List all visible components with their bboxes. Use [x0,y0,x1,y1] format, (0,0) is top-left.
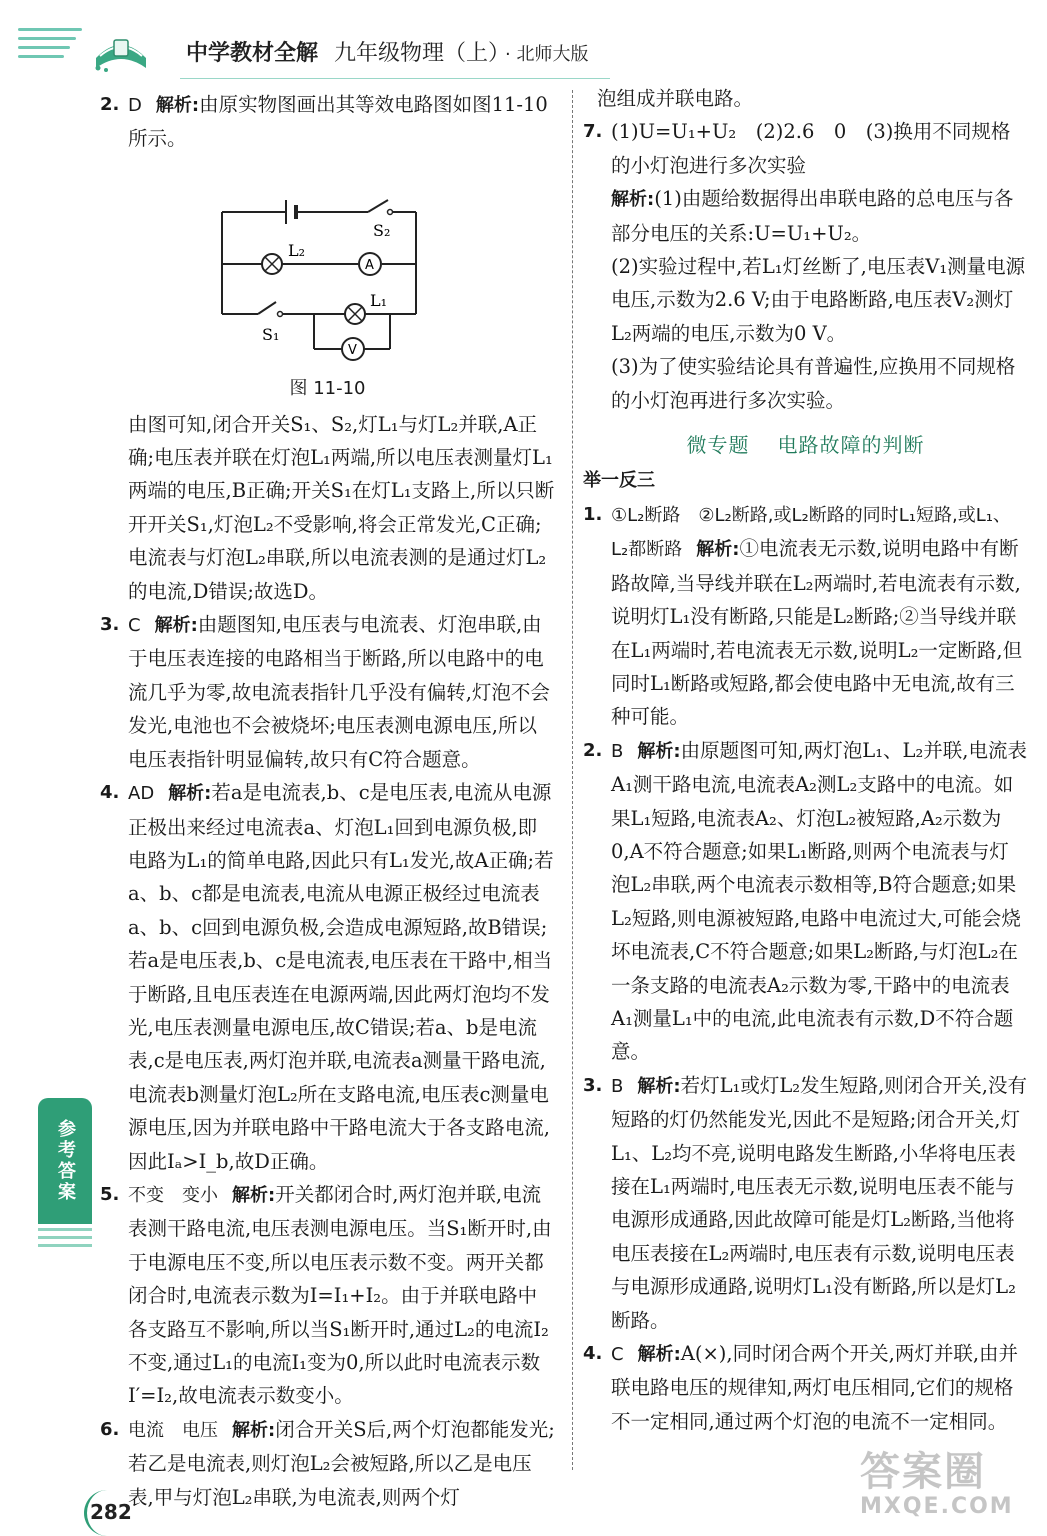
item-body: 闭合开关S后,两个灯泡都能发光;若乙是电流表,则灯泡L₂会被短路,所以乙是电压表,甲与灯泡L₂串联,为电流表,则两个灯 [128,1417,555,1509]
answer-item-6 [100,1413,555,1514]
answer-item-3 [100,608,555,776]
analysis-part-2: (2)实验过程中,若L₁灯丝断了,电压表V₁测量电源电压,示数为2.6 V;由于电路断路,电压表V₂测灯L₂两端的电压,示数为0 V。 [611,255,1026,345]
left-column [100,88,555,1514]
item-body: 开关都闭合时,两灯泡并联,电流表测干路电流,电压表测电源电压。当S₁断开时,由于电源电压不变,所以电压表示数不变。两开关都闭合时,电流表示数为I=I₁+I₂。由于并联电路中各支路互不影响,所以当S₁断开时,通过L₂的电流I₂不变,通过L₁的电流I₁变为0,所以此时电流表示数I′=I₂,故电流表示数变小。 [128,1182,552,1408]
watermark-url: MXQE.COM [860,1494,1014,1519]
header-decoration [18,28,82,64]
analysis-label: 解析: [155,95,200,116]
ammeter-icon [359,253,381,275]
subheading: 举一反三 [583,470,655,492]
section-name: 电路故障的判断 [777,433,925,458]
practice-item-3 [583,1069,1028,1337]
voltmeter-icon [342,338,364,360]
label-s1: S₁ [262,324,280,344]
item-answer: AD [128,783,155,805]
item-answer: (1)U=U₁+U₂ (2)2.6 0 (3)换用不同规格的小灯泡进行多次实验 [611,120,1011,177]
subject-title: 九年级物理（上） [334,41,500,66]
practice-item-1 [583,498,1028,734]
section-title [583,429,1028,462]
analysis-label: 解析: [232,1419,276,1441]
item-answer: C [128,615,141,637]
book-logo-icon [92,28,150,72]
analysis-label: 解析: [696,539,740,561]
answer-item-4 [100,776,555,1178]
analysis-label: 解析: [637,1344,681,1366]
item-number: 7. [583,121,603,143]
item-number: 2. [583,739,603,761]
section-tag: 微专题 [686,433,750,458]
series-title: 中学教材全解 [186,41,319,66]
item-body: 由图可知,闭合开关S₁、S₂,灯L₁与灯L₂并联,A正确;电压表并联在灯泡L₁两端,所以电压表测量灯L₁两端的电压,B正确;开关S₁在灯L₁支路上,所以只断开开关S₁,灯泡L₂不受影响,将会正常发光,C正确;电流表与灯泡L₂串联,所以电流表测的是通过灯L₂的电流,D错误;故选D。 [128,412,555,603]
circuit-diagram [100,164,555,364]
figure-caption: 图 11-10 [289,378,366,400]
answer-item-7 [583,115,1028,417]
publisher-label: · 北师大版 [505,44,589,65]
item-number: 2. [100,94,120,115]
item-body: 若a是电流表,b、c是电压表,电流从电源正极出来经过电流表a、灯泡L₁回到电源负极,即电路为L₁的简单电路,因此只有L₁发光,故A正确;若a、b、c都是电流表,电流从电源正极经过电流表a、b、c回到电源负极,会造成电源短路,故B错误;若a是电压表,b、c是电流表,电压表在干路中,相当于断路,且电压表连在电源两端,因此两灯泡均不发光,电压表测量电源电压,故C错误;若a、b是电流表,c是电压表,两灯泡并联,电流表a测量干路电流,电流表b测量灯泡L₂所在支路电流,电压表c测量电源电压,因为并联电路中干路电流大于各支路电流,因此Iₐ>I_b,故D正确。 [128,781,554,1173]
watermark [860,1450,1040,1530]
item-number: 4. [583,1343,603,1365]
item-body: 由题图知,电压表与电流表、灯泡串联,由于电压表连接的电路相当于断路,所以电路中的电流几乎为零,故电流表指针几乎没有偏转,灯泡不会发光,电池也不会被烧坏;电压表测电源电压,所以电压表指针明显偏转,故只有C符合题意。 [128,613,550,771]
item-body: 若灯L₁或灯L₂发生短路,则闭合开关,没有短路的灯仍然能发光,因此不是短路;闭合开关,灯L₁、L₂均不亮,说明电路发生断路,小华将电压表接在L₁两端时,电压表无示数,说明电压表不能与电源形成通路,因此故障可能是灯L₂断路,当他将电压表接在L₂两端时,电压表有示数,说明电压表与电源形成通路,说明灯L₁没有断路,所以是灯L₂断路。 [611,1073,1027,1332]
analysis-label: 解析: [168,783,212,805]
item-number: 4. [100,782,120,804]
watermark-logo: 答案圈 [860,1449,986,1495]
analysis-part-1: (1)由题给数据得出串联电路的总电压与各部分电压的关系:U=U₁+U₂。 [611,187,1014,245]
lamp-l1-icon [345,304,365,324]
item-answer: ①L₂断路 ②L₂断路,或L₂断路的同时L₁短路,或L₁、L₂都断路 [611,504,1011,561]
voltmeter-symbol: V [348,342,357,358]
label-l1: L₁ [370,290,388,310]
tab-decoration [38,1228,92,1252]
item-number: 1. [583,503,603,525]
item-intro: 由原实物图画出其等效电路图如图11-10所示。 [128,93,548,151]
answer-item-2 [100,88,555,608]
header-title [186,36,588,67]
practice-item-4 [583,1337,1028,1438]
analysis-part-3: (3)为了使实验结论具有普遍性,应换用不同规格的小灯泡再进行多次实验。 [611,355,1016,412]
item-body: 由原题图可知,两灯泡L₁、L₂并联,电流表A₁测干路电流,电流表A₂测L₂支路中的电流。如果L₁短路,电流表A₂、灯泡L₂被短路,A₂示数为0,A不符合题意;如果L₁断路,则两个电流表与灯泡L₂串联,两个电流表示数相等,B符合题意;如果L₂短路,则电源被短路,电路中电流过大,可能会烧坏电流表,C不符合题意;如果L₂断路,与灯泡L₂在一条支路的电流表A₂示数为零,干路中的电流表A₁测量L₁中的电流,此电流表有示数,D不符合题意。 [611,738,1027,1064]
item-answer: 电流 电压 [128,1419,218,1441]
item-body: A(×),同时闭合两个开关,两灯并联,由并联电路电压的规律知,两灯电压相同,它们的规格不一定相同,通过两个灯泡的电流不一定相同。 [611,1342,1019,1433]
switch-s1 [258,302,283,317]
label-s2: S₂ [373,220,391,240]
answer-item-5 [100,1178,555,1413]
switch-s2 [368,200,393,215]
answer-key-tab: 参考答案 [38,1098,92,1224]
header-rule [180,78,610,79]
item-number: 5. [100,1183,120,1205]
page-number: 282 [90,1500,132,1524]
page-header [0,0,1047,80]
item-answer: B [611,1075,624,1097]
item-number: 6. [100,1418,120,1440]
item-answer: D [128,95,142,116]
label-l2: L₂ [288,240,306,260]
analysis-label: 解析: [637,1075,681,1097]
analysis-label: 解析: [611,189,655,211]
analysis-label: 解析: [154,615,198,637]
item-number: 3. [100,614,120,636]
continued-text: 泡组成并联电路。 [597,87,754,110]
analysis-label: 解析: [232,1184,276,1206]
item-answer: B [611,740,624,762]
analysis-label: 解析: [637,740,681,762]
item-number: 3. [583,1074,603,1096]
item-answer: C [611,1344,624,1366]
item-answer: 不变 变小 [128,1184,218,1206]
item-body: ①电流表无示数,说明电路中有断路故障,当导线并联在L₂两端时,若电流表有示数,说明灯L₁没有断路,只能是L₂断路;②当导线并联在L₁两端时,若电流表无示数,说明L₂一定断路,但同时L₁断路或短路,都会使电路中无电流,故有三种可能。 [611,537,1023,729]
ammeter-symbol: A [365,257,374,273]
lamp-l2-icon [262,254,282,274]
right-column [583,82,1028,1438]
column-divider [572,90,573,1470]
practice-item-2 [583,734,1028,1069]
